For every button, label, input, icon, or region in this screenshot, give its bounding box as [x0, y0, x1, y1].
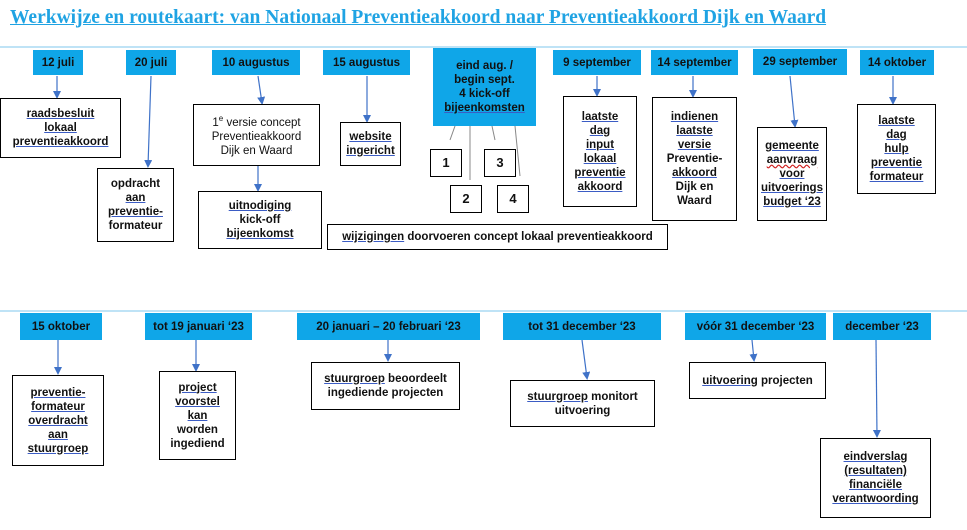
arrow-10-aug: [258, 76, 262, 103]
box-wijzigingen-doorvoeren: wijzigingen doorvoeren concept lokaal preventieakkoord: [327, 224, 668, 250]
arrow-20-juli: [148, 76, 151, 166]
kickoff-number-3: 3: [484, 149, 516, 177]
box-opdracht-formateur: opdracht aan preventie- formateur: [97, 168, 174, 242]
box-stuurgroep-monitort: stuurgroep monitort uitvoering: [510, 380, 655, 427]
date-kickoff: eind aug. / begin sept. 4 kick-off bijeenkomsten: [433, 48, 536, 126]
kickoff-number-2: 2: [450, 185, 482, 213]
page-title: Werkwijze en routekaart: van Nationaal Preventieakkoord naar Preventieakkoord Dijk en Waard: [10, 7, 827, 28]
box-formateur-overdracht: preventie- formateur overdracht aan stuurgroep: [12, 375, 104, 466]
box-uitnodiging-kickoff: uitnodiging kick-off bijeenkomst: [198, 191, 322, 249]
box-gemeente-aanvraag: gemeente aanvraag voor uitvoerings budget ‘23: [757, 127, 827, 221]
box-projectvoorstel: project voorstel kan worden ingediend: [159, 371, 236, 460]
date-20-januari-20-februari: 20 januari – 20 februari ‘23: [297, 313, 480, 340]
box-raadsbesluit: raadsbesluit lokaal preventieakkoord: [0, 98, 121, 158]
box-laatste-dag-hulp: laatste dag hulp preventie formateur: [857, 104, 936, 194]
date-12-juli: 12 juli: [33, 50, 83, 75]
box-eindverslag: eindverslag (resultaten) financiële verantwoording: [820, 438, 931, 518]
date-14-oktober: 14 oktober: [860, 50, 934, 75]
arrow-voor-31-dec: [752, 340, 754, 360]
date-9-september: 9 september: [553, 50, 641, 75]
box-indienen-laatste-versie: indienen laatste versie Preventie- akkoord Dijk en Waard: [652, 97, 737, 221]
kickoff-line-3: [492, 126, 495, 140]
date-14-september: 14 september: [651, 50, 738, 75]
arrow-dec-23: [876, 340, 877, 436]
date-voor-31-december: vóór 31 december ‘23: [685, 313, 826, 340]
box-eerste-versie-concept: 1e versie concept Preventieakkoord Dijk en Waard: [193, 104, 320, 166]
kickoff-line-1: [450, 126, 455, 140]
date-december-23: december ‘23: [833, 313, 931, 340]
date-15-augustus: 15 augustus: [323, 50, 410, 75]
arrow-31-dec: [582, 340, 587, 378]
date-tot-19-januari: tot 19 januari ‘23: [145, 313, 252, 340]
box-website-ingericht: website ingericht: [340, 122, 401, 166]
kickoff-number-1: 1: [430, 149, 462, 177]
date-29-september: 29 september: [753, 49, 847, 75]
kickoff-number-4: 4: [497, 185, 529, 213]
box-laatste-dag-input: laatste dag input lokaal preventie akkoord: [563, 96, 637, 207]
arrow-29-sep: [790, 76, 795, 126]
box-uitvoering-projecten: uitvoering projecten: [689, 362, 826, 399]
date-15-oktober: 15 oktober: [20, 313, 102, 340]
date-20-juli: 20 juli: [126, 50, 176, 75]
date-tot-31-december: tot 31 december ‘23: [503, 313, 661, 340]
date-10-augustus: 10 augustus: [212, 50, 300, 75]
box-stuurgroep-beoordeelt: stuurgroep beoordeelt ingediende projecten: [311, 362, 460, 410]
